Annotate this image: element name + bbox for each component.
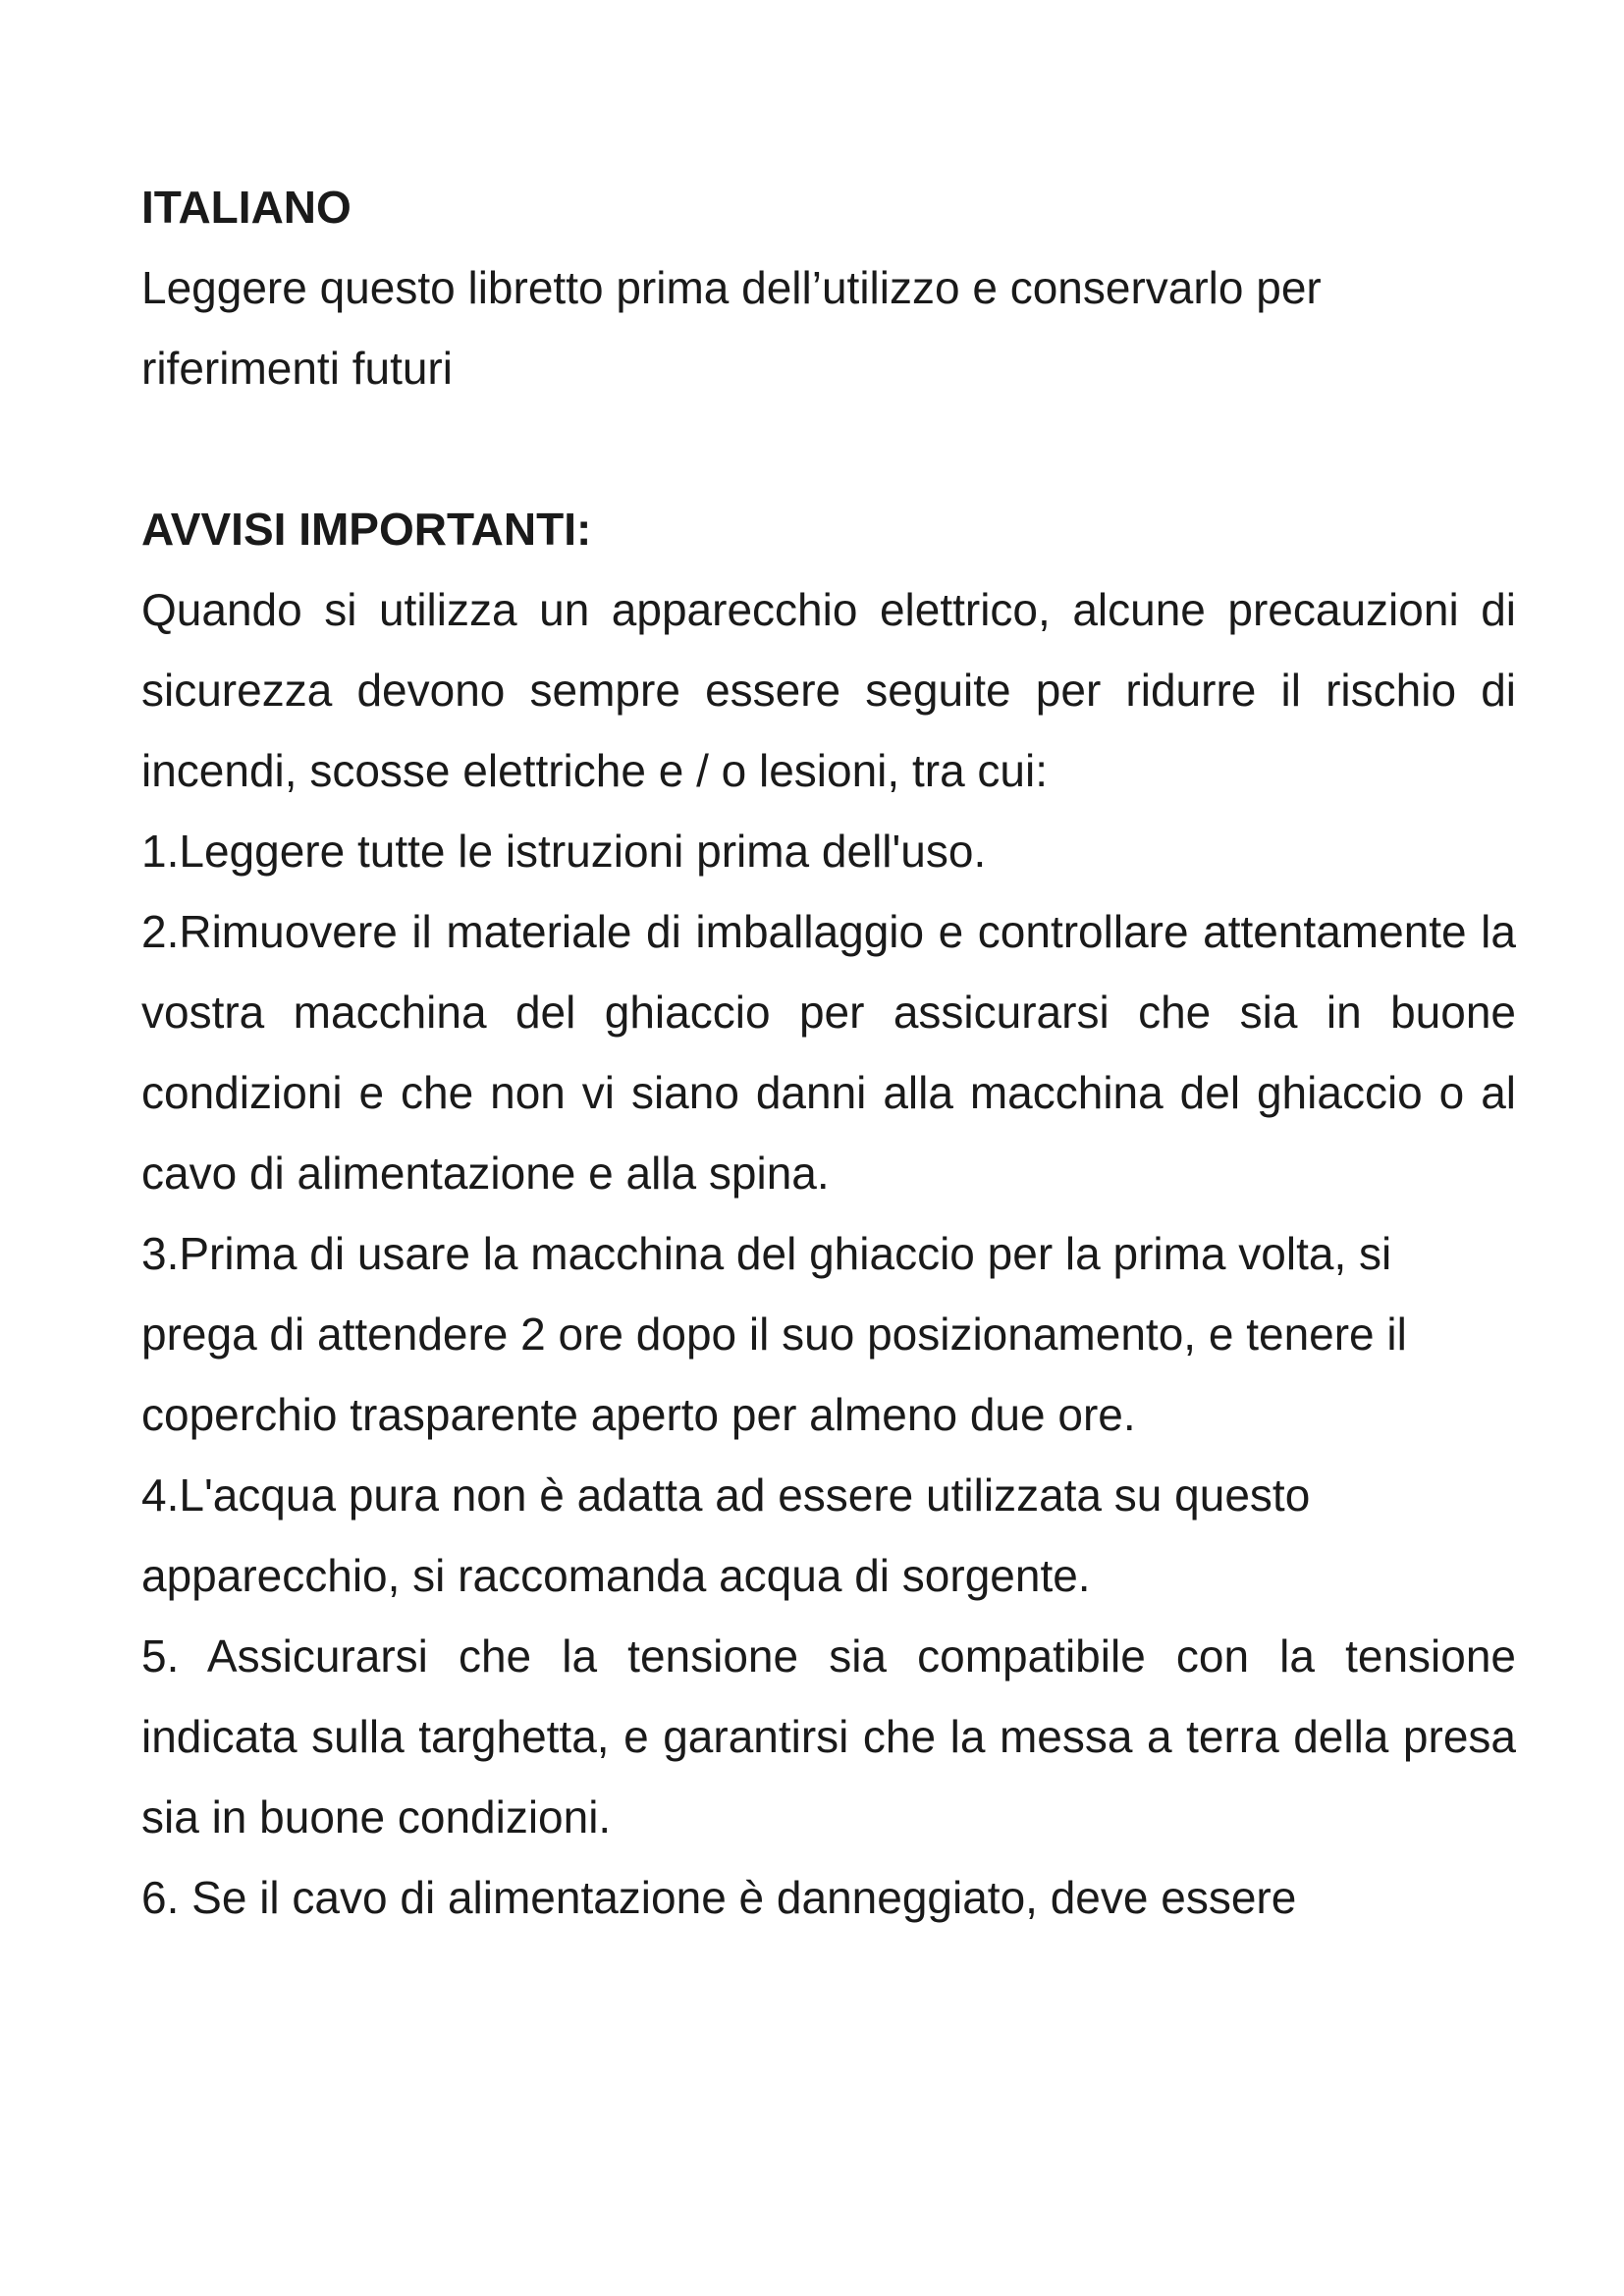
warnings-intro: Quando si utilizza un apparecchio elettrico, alcune precauzioni di sicurezza devono sempre essere seguite per ridurre il rischio di incendi, scosse elettriche e / o lesioni, tra cui: bbox=[141, 584, 1516, 796]
section-spacer bbox=[141, 408, 1516, 489]
warnings-heading: AVVISI IMPORTANTI: bbox=[141, 504, 592, 555]
list-item-6: 6. Se il cavo di alimentazione è danneggiato, deve essere bbox=[141, 1872, 1297, 1923]
language-heading: ITALIANO bbox=[141, 182, 352, 233]
intro-text: Leggere questo libretto prima dell’utilizzo e conservarlo per riferimenti futuri bbox=[141, 262, 1322, 394]
list-item-2: 2.Rimuovere il materiale di imballaggio e controllare attentamente la vostra macchina del ghiaccio per assicurarsi che sia in buone condizioni e che non vi siano danni alla macchina del ghiaccio o al cavo di alimentazione e alla spina. bbox=[141, 906, 1516, 1199]
list-item-4: 4.L'acqua pura non è adatta ad essere utilizzata su questo apparecchio, si raccomanda acqua di sorgente. bbox=[141, 1469, 1311, 1601]
warnings-list bbox=[141, 811, 1516, 1938]
list-item-1: 1.Leggere tutte le istruzioni prima dell'uso. bbox=[141, 826, 987, 877]
list-item-3: 3.Prima di usare la macchina del ghiaccio per la prima volta, si prega di attendere 2 ore dopo il suo posizionamento, e tenere il coperchio trasparente aperto per almeno due ore. bbox=[141, 1228, 1407, 1440]
document-page bbox=[141, 167, 1516, 1938]
list-item-5: 5. Assicurarsi che la tensione sia compatibile con la tensione indicata sulla targhetta, e garantirsi che la messa a terra della presa sia in buone condizioni. bbox=[141, 1630, 1516, 1842]
